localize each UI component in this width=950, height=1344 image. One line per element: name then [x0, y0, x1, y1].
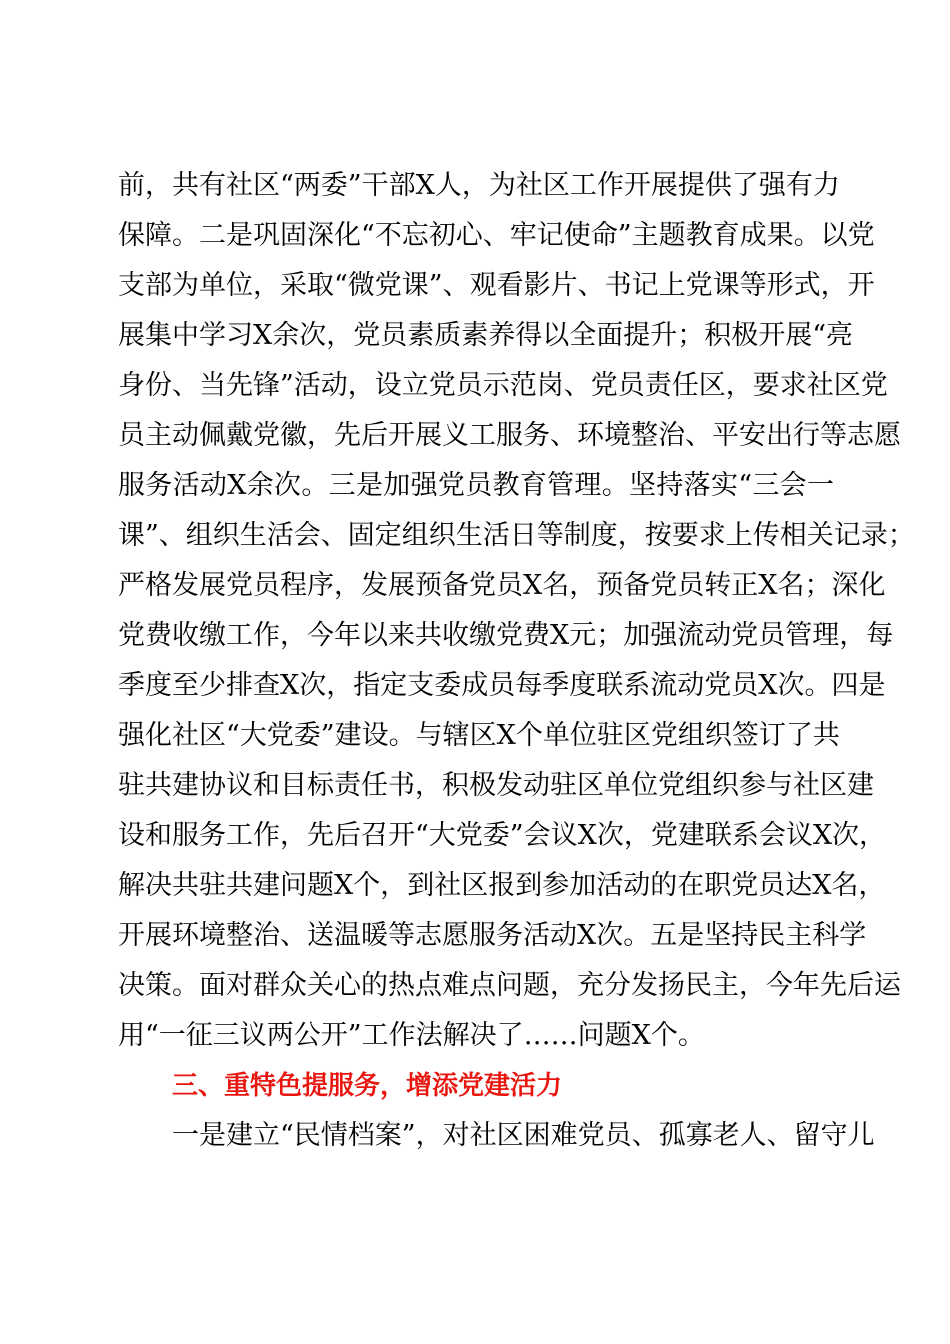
paragraph-line: 党费收缴工作，今年以来共收缴党费X元；加强流动党员管理，每 [118, 620, 894, 651]
paragraph-line: 决策。面对群众关心的热点难点问题，充分发扬民主，今年先后运 [118, 970, 901, 1001]
paragraph-line: 季度至少排查X次，指定支委成员每季度联系流动党员X次。四是 [118, 670, 886, 701]
paragraph-line: 强化社区“大党委”建设。与辖区X个单位驻区党组织签订了共 [118, 720, 840, 751]
paragraph-line: 支部为单位，采取“微党课”、观看影片、书记上党课等形式，开 [118, 270, 875, 301]
paragraph-line: 课”、组织生活会、固定组织生活日等制度，按要求上传相关记录； [118, 520, 915, 551]
paragraph-line: 服务活动X余次。三是加强党员教育管理。坚持落实“三会一 [118, 470, 834, 501]
next-paragraph-line: 一是建立“民情档案”，对社区困难党员、孤寡老人、留守儿 [172, 1120, 875, 1151]
paragraph-line: 员主动佩戴党徽，先后开展义工服务、环境整治、平安出行等志愿 [118, 420, 901, 451]
paragraph-line: 开展环境整治、送温暖等志愿服务活动X次。五是坚持民主科学 [118, 920, 867, 951]
paragraph-line-last: 用“一征三议两公开”工作法解决了……问题X个。 [118, 1020, 705, 1051]
paragraph-line: 展集中学习X余次，党员素质素养得以全面提升；积极开展“亮 [118, 320, 854, 351]
paragraph-line: 驻共建协议和目标责任书，积极发动驻区单位党组织参与社区建 [118, 770, 874, 801]
paragraph-line: 保障。二是巩固深化“不忘初心、牢记使命”主题教育成果。以党 [118, 220, 875, 251]
paragraph-line: 设和服务工作，先后召开“大党委”会议X次，党建联系会议X次， [118, 820, 887, 851]
paragraph-line: 身份、当先锋”活动，设立党员示范岗、党员责任区，要求社区党 [118, 370, 888, 401]
section-heading: 三、重特色提服务，增添党建活力 [172, 1071, 563, 1101]
paragraph-line: 严格发展党员程序，发展预备党员X名，预备党员转正X名；深化 [118, 570, 886, 601]
paragraph-line: 前，共有社区“两委”干部X人，为社区工作开展提供了强有力 [118, 170, 840, 201]
paragraph-line: 解决共驻共建问题X个，到社区报到参加活动的在职党员达X名， [118, 870, 886, 901]
